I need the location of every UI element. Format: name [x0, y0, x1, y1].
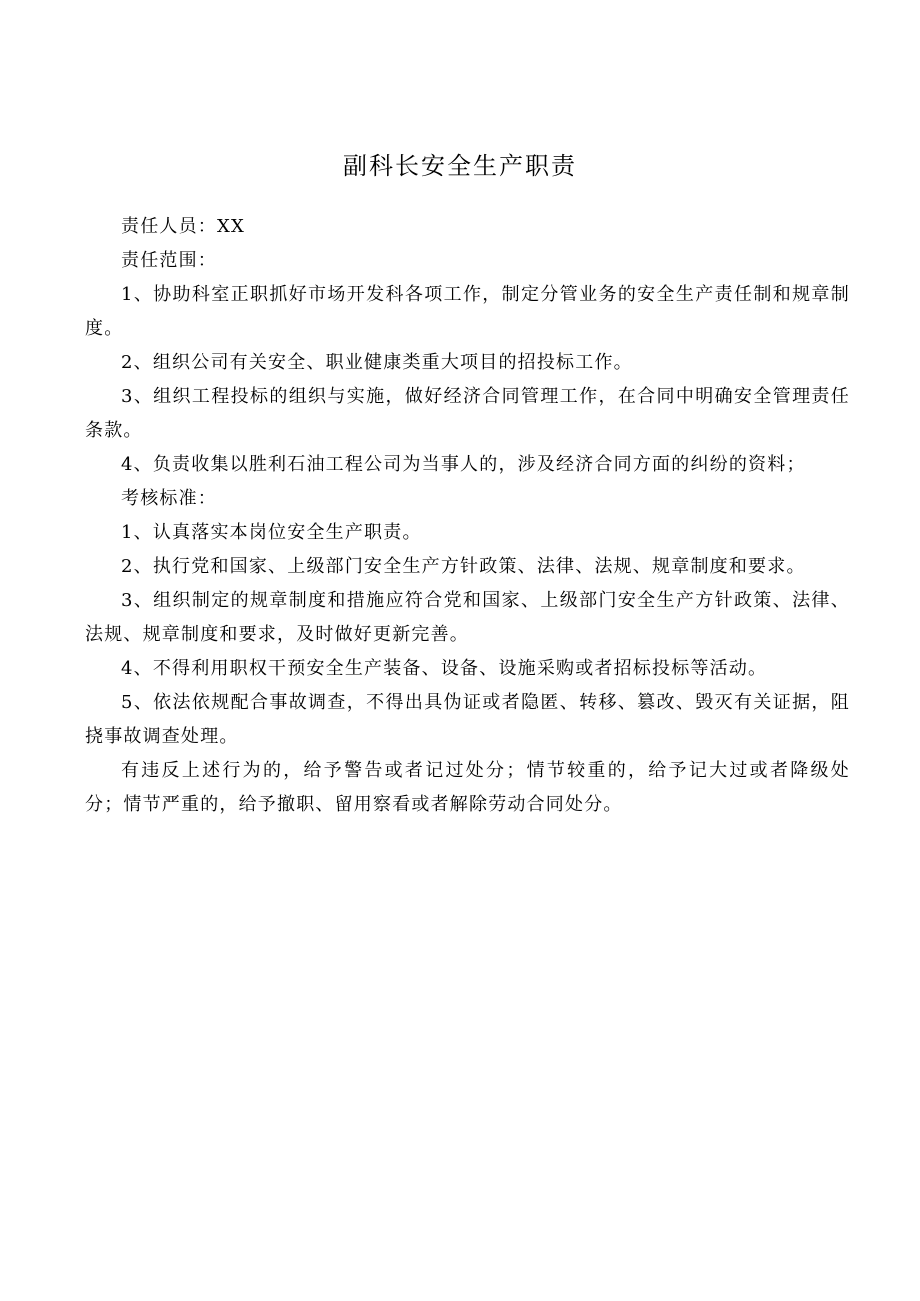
responsible-person-value: XX: [217, 216, 246, 237]
document-body: [85, 210, 850, 822]
standard-item: 4、不得利用职权干预安全生产装备、设备、设施采购或者招标投标等活动。: [121, 658, 768, 679]
responsible-person-line: [85, 210, 850, 244]
penalty-paragraph: 有违反上述行为的，给予警告或者记过处分；情节较重的，给予记大过或者降级处分；情节严重的，给予撤职、留用察看或者解除劳动合同处分。: [85, 760, 850, 815]
standard-item: 5、依法依规配合事故调查，不得出具伪证或者隐匿、转移、篡改、毁灭有关证据，阻挠事故调查处理。: [85, 692, 850, 747]
standards-heading: 考核标准：: [121, 488, 217, 509]
scope-item: 4、负责收集以胜利石油工程公司为当事人的，涉及经济合同方面的纠纷的资料；: [121, 454, 806, 475]
document-title: 副科长安全生产职责: [343, 152, 577, 180]
scope-item: 2、组织公司有关安全、职业健康类重大项目的招投标工作。: [121, 352, 633, 373]
scope-heading: 责任范围：: [121, 250, 217, 271]
scope-item: 3、组织工程投标的组织与实施，做好经济合同管理工作，在合同中明确安全管理责任条款。: [85, 386, 850, 441]
responsible-person-label: 责任人员：: [121, 216, 217, 237]
standard-item: 3、组织制定的规章制度和措施应符合党和国家、上级部门安全生产方针政策、法律、法规、规章制度和要求，及时做好更新完善。: [85, 590, 850, 645]
scope-item: 1、协助科室正职抓好市场开发科各项工作，制定分管业务的安全生产责任制和规章制度。: [85, 284, 850, 339]
standard-item: 1、认真落实本岗位安全生产职责。: [121, 522, 422, 543]
standard-item: 2、执行党和国家、上级部门安全生产方针政策、法律、法规、规章制度和要求。: [121, 556, 806, 577]
